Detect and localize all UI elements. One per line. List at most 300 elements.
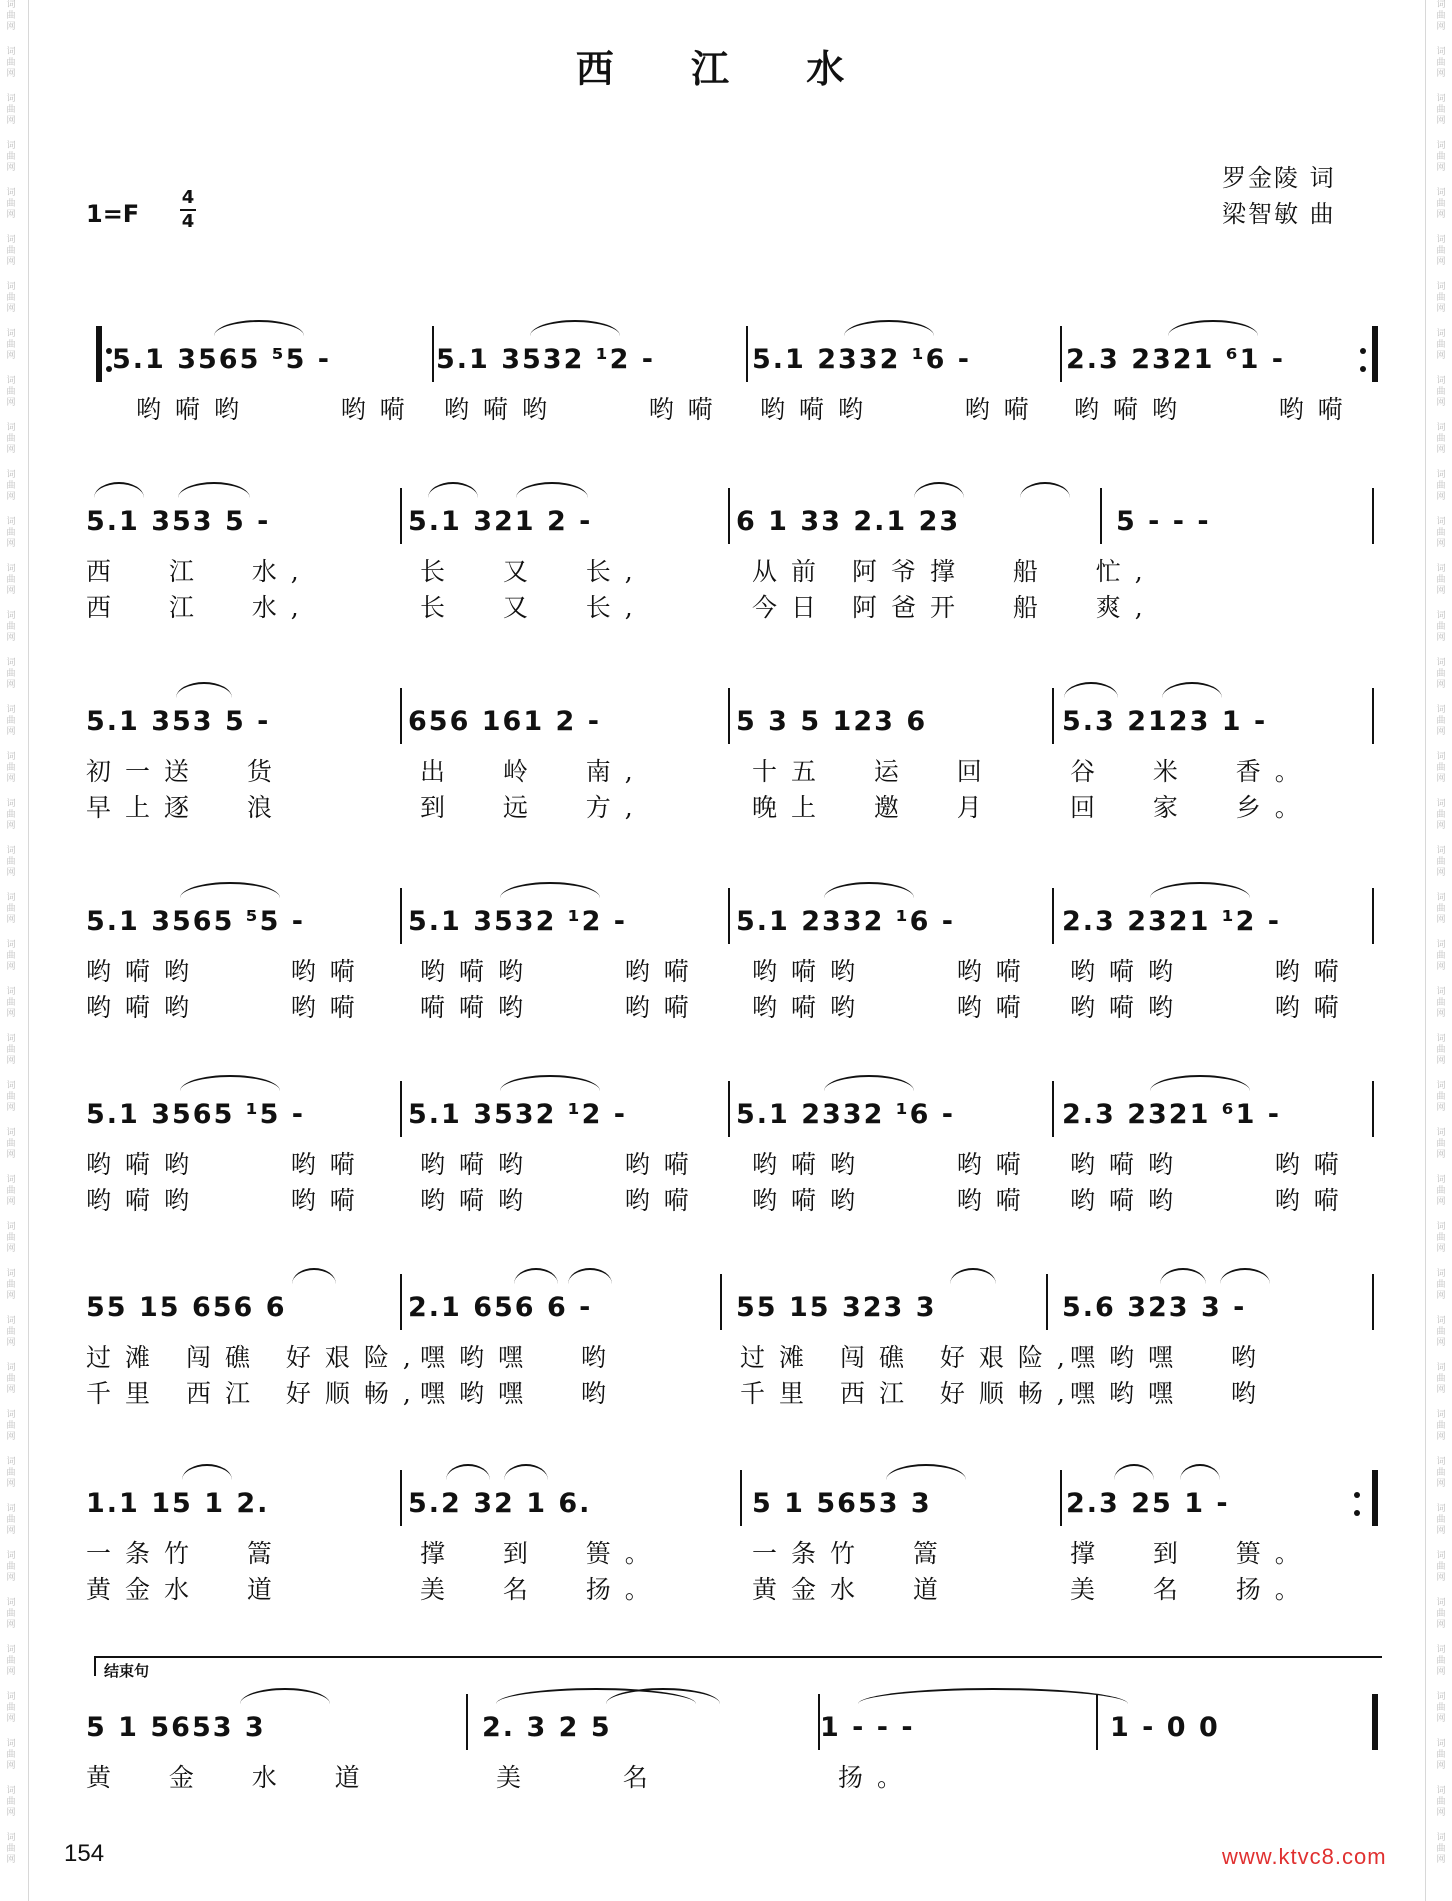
side-mark: 词: [1436, 564, 1446, 574]
barline: [740, 1470, 742, 1526]
side-mark: 词: [1436, 282, 1446, 292]
side-mark: 词: [6, 94, 16, 104]
side-mark: 词: [1436, 47, 1446, 57]
side-mark: 词: [6, 1457, 16, 1467]
side-mark: 曲: [1436, 1562, 1446, 1572]
lyrics-line: [0, 988, 1452, 1022]
side-mark: 网: [1436, 1197, 1446, 1207]
side-mark: 网: [6, 1103, 16, 1113]
side-mark: 曲: [6, 763, 16, 773]
side-mark: 词: [1436, 188, 1446, 198]
side-mark: 曲: [1436, 1374, 1446, 1384]
measure-notes: 2.3 2321 ⁶1 -: [1066, 344, 1285, 375]
side-mark: 网: [6, 1714, 16, 1724]
lyric-segment: 哟嗬哟 哟嗬: [420, 957, 703, 986]
side-mark: 词: [1436, 893, 1446, 903]
lyric-segment: 哟嗬哟 哟嗬: [1070, 1150, 1353, 1179]
side-mark: 曲: [1436, 904, 1446, 914]
barline: [1046, 1274, 1048, 1330]
lyrics-line: [0, 752, 1452, 786]
side-mark: 曲: [1436, 622, 1446, 632]
side-mark: 曲: [1436, 1797, 1446, 1807]
measure-notes: 5 1 5653 3: [752, 1488, 932, 1519]
lyric-segment: 哟嗬哟 哟嗬: [444, 395, 727, 424]
measure-notes: 5 - - -: [1116, 506, 1211, 537]
side-mark: 曲: [6, 293, 16, 303]
side-mark: 网: [1436, 539, 1446, 549]
side-mark: 曲: [1436, 1045, 1446, 1055]
lyric-segment: 西 江 水,: [86, 557, 313, 586]
side-mark: 曲: [1436, 293, 1446, 303]
barline: [1372, 488, 1374, 544]
side-mark: 网: [1436, 1056, 1446, 1066]
lyrics-line: [0, 588, 1452, 622]
side-mark: 曲: [6, 246, 16, 256]
measure-notes: 5 3 5 123 6: [736, 706, 928, 737]
lyric-segment: 哟嗬哟 哟嗬: [136, 395, 419, 424]
side-mark: 曲: [1436, 1844, 1446, 1854]
side-mark: 网: [6, 22, 16, 32]
side-mark: 网: [6, 69, 16, 79]
lyric-segment: 哟嗬哟 哟嗬: [752, 957, 1035, 986]
side-mark: 曲: [1436, 998, 1446, 1008]
side-mark: 网: [1436, 962, 1446, 972]
barline: [1372, 1470, 1378, 1526]
barline: [1052, 688, 1054, 744]
side-mark: 曲: [6, 1703, 16, 1713]
lyric-segment: 哟嗬哟 哟嗬: [752, 1150, 1035, 1179]
side-mark: 网: [1436, 492, 1446, 502]
side-mark: 曲: [6, 1280, 16, 1290]
lyric-segment: 回 家 乡。: [1070, 793, 1314, 822]
measure-notes: 1 - 0 0: [1110, 1712, 1220, 1743]
side-mark: 词: [6, 1786, 16, 1796]
side-mark: 曲: [1436, 1703, 1446, 1713]
barline: [432, 326, 434, 382]
side-mark: 词: [1436, 1316, 1446, 1326]
side-mark: 曲: [6, 1468, 16, 1478]
side-mark: 词: [1436, 1645, 1446, 1655]
side-mark: 词: [1436, 846, 1446, 856]
lyric-segment: 到 远 方,: [420, 793, 647, 822]
side-mark: 词: [6, 1034, 16, 1044]
side-mark: 网: [6, 1244, 16, 1254]
side-mark: 网: [6, 586, 16, 596]
side-mark: 曲: [1436, 763, 1446, 773]
side-mark: 曲: [1436, 1139, 1446, 1149]
side-mark: 词: [6, 141, 16, 151]
notes-line: [0, 340, 1452, 380]
side-mark: 词: [1436, 1222, 1446, 1232]
measure-notes: 6 1 33 2.1 23: [736, 506, 961, 537]
lyric-segment: 今日 阿爸开 船 爽,: [752, 593, 1157, 622]
side-mark: 网: [1436, 727, 1446, 737]
side-mark: 词: [1436, 1551, 1446, 1561]
measure-notes: 1.1 15 1 2.: [86, 1488, 270, 1519]
measure-notes: 2.1 656 6 -: [408, 1292, 593, 1323]
measure-notes: 55 15 656 6: [86, 1292, 287, 1323]
side-mark: 网: [1436, 1620, 1446, 1630]
side-mark: 网: [6, 1620, 16, 1630]
lyric-segment: 千里 西江 好顺畅,: [740, 1379, 1079, 1408]
side-mark: 词: [1436, 423, 1446, 433]
side-mark: 曲: [6, 481, 16, 491]
side-mark: 曲: [6, 716, 16, 726]
lyric-segment: 美 名 扬。: [420, 1575, 664, 1604]
side-mark: 词: [1436, 1175, 1446, 1185]
side-mark: 曲: [6, 1797, 16, 1807]
lyric-segment: 哟嗬哟 哟嗬: [420, 1186, 703, 1215]
side-mark: 网: [6, 1009, 16, 1019]
side-mark: 网: [1436, 1573, 1446, 1583]
side-mark: 词: [1436, 940, 1446, 950]
side-mark: 词: [6, 1645, 16, 1655]
side-mark: 词: [6, 1551, 16, 1561]
side-mark: 词: [1436, 799, 1446, 809]
side-mark: 曲: [6, 434, 16, 444]
lyrics-line: [0, 552, 1452, 586]
side-mark: 曲: [1436, 58, 1446, 68]
lyric-segment: 哟嗬哟 哟嗬: [1070, 993, 1353, 1022]
lyrics-line: [0, 1534, 1452, 1568]
side-mark: 网: [1436, 774, 1446, 784]
side-mark: 词: [6, 282, 16, 292]
side-mark: 网: [6, 445, 16, 455]
side-mark: 网: [1436, 680, 1446, 690]
side-mark: 曲: [6, 1092, 16, 1102]
side-mark: 曲: [6, 904, 16, 914]
side-mark: 网: [6, 915, 16, 925]
measure-notes: 5.1 2332 ¹6 -: [736, 1099, 955, 1130]
side-mark: 网: [1436, 1761, 1446, 1771]
barline: [1372, 688, 1374, 744]
side-mark: 网: [1436, 915, 1446, 925]
barline: [728, 1081, 730, 1137]
lyric-segment: 黄金水 道: [86, 1575, 286, 1604]
barline: [1372, 1694, 1378, 1750]
lyric-segment: 出 岭 南,: [420, 757, 647, 786]
side-mark: 词: [1436, 0, 1446, 10]
side-mark: 词: [6, 611, 16, 621]
side-mark: 词: [1436, 470, 1446, 480]
side-mark: 词: [6, 1269, 16, 1279]
side-mark: 曲: [1436, 481, 1446, 491]
side-mark: 词: [6, 235, 16, 245]
side-mark: 网: [6, 116, 16, 126]
side-mark: 词: [6, 987, 16, 997]
side-mark: 网: [1436, 351, 1446, 361]
barline: [400, 1274, 402, 1330]
barline: [1060, 1470, 1062, 1526]
side-mark: 词: [6, 893, 16, 903]
side-mark: 曲: [6, 58, 16, 68]
side-mark: 曲: [1436, 1092, 1446, 1102]
side-mark: 词: [6, 423, 16, 433]
lyrics-line: [0, 390, 1452, 424]
side-mark: 词: [6, 1128, 16, 1138]
side-mark: 词: [1436, 517, 1446, 527]
lyric-segment: 哟嗬哟 哟嗬: [1070, 1186, 1353, 1215]
side-mark: 词: [6, 705, 16, 715]
side-mark: 网: [6, 1150, 16, 1160]
lyricist-credit: 罗金陵 词: [1222, 164, 1336, 192]
side-mark: 词: [6, 1504, 16, 1514]
side-mark: 网: [1436, 304, 1446, 314]
measure-notes: 1 - - -: [820, 1712, 915, 1743]
barline: [400, 688, 402, 744]
side-mark: 网: [6, 1385, 16, 1395]
side-mark: 词: [6, 47, 16, 57]
side-mark: 网: [6, 1761, 16, 1771]
side-mark: 曲: [1436, 105, 1446, 115]
side-mark: 网: [1436, 210, 1446, 220]
measure-notes: 5.1 321 2 -: [408, 506, 593, 537]
side-mark: 词: [6, 564, 16, 574]
side-mark: 词: [6, 188, 16, 198]
lyric-segment: 黄金水 道: [752, 1575, 952, 1604]
side-mark: 网: [1436, 1667, 1446, 1677]
notes-line: [0, 1095, 1452, 1135]
side-mark: 网: [6, 492, 16, 502]
side-mark: 曲: [1436, 11, 1446, 21]
lyric-segment: 千里 西江 好顺畅,: [86, 1379, 425, 1408]
measure-notes: 2.3 25 1 -: [1066, 1488, 1230, 1519]
side-mark: 网: [1436, 1855, 1446, 1865]
lyric-segment: 一条竹 篙: [86, 1539, 286, 1568]
lyric-segment: 扬。: [838, 1763, 917, 1792]
side-mark: 词: [6, 799, 16, 809]
side-mark: 曲: [6, 810, 16, 820]
lyric-segment: 哟嗬哟 哟嗬: [86, 1186, 369, 1215]
lyric-segment: 从前 阿爷撑 船 忙,: [752, 557, 1157, 586]
side-mark: 网: [6, 1432, 16, 1442]
side-mark: 词: [1436, 1457, 1446, 1467]
side-mark: 词: [1436, 1598, 1446, 1608]
side-mark: 曲: [1436, 434, 1446, 444]
side-mark: 曲: [6, 340, 16, 350]
side-mark: 词: [6, 658, 16, 668]
lyrics-line: [0, 1145, 1452, 1179]
side-mark: 曲: [6, 1233, 16, 1243]
barline: [400, 1081, 402, 1137]
site-watermark: www.ktvc8.com: [1222, 1844, 1387, 1869]
side-mark: 曲: [1436, 1750, 1446, 1760]
side-mark: 词: [1436, 1739, 1446, 1749]
measure-notes: 2.3 2321 ⁶1 -: [1062, 1099, 1281, 1130]
measure-notes: 5.1 3565 ⁵5 -: [112, 344, 331, 375]
side-mark: 网: [6, 680, 16, 690]
side-mark: 曲: [6, 199, 16, 209]
side-mark: 曲: [1436, 1421, 1446, 1431]
page-frame: [28, 0, 1426, 1901]
side-mark: 网: [1436, 1150, 1446, 1160]
side-mark: 词: [6, 1598, 16, 1608]
side-mark: 曲: [1436, 1280, 1446, 1290]
side-mark: 曲: [1436, 810, 1446, 820]
side-mark: 网: [1436, 1338, 1446, 1348]
measure-notes: 5.6 323 3 -: [1062, 1292, 1247, 1323]
measure-notes: 2. 3 2 5: [482, 1712, 612, 1743]
side-mark: 曲: [6, 622, 16, 632]
side-mark: 词: [1436, 1833, 1446, 1843]
repeat-end-dots: [1354, 1490, 1360, 1520]
side-mark: 词: [1436, 1786, 1446, 1796]
side-mark: 网: [6, 351, 16, 361]
side-mark: 网: [1436, 1009, 1446, 1019]
side-mark: 词: [1436, 1081, 1446, 1091]
side-mark: 网: [1436, 633, 1446, 643]
side-mark: 曲: [6, 1045, 16, 1055]
measure-notes: 5.1 3532 ¹2 -: [408, 906, 627, 937]
side-mark: 曲: [6, 1421, 16, 1431]
side-mark: 曲: [6, 11, 16, 21]
side-mark: 曲: [6, 1750, 16, 1760]
side-mark: 曲: [6, 1844, 16, 1854]
lyric-segment: 美 名 扬。: [1070, 1575, 1314, 1604]
side-mark: 词: [6, 1363, 16, 1373]
barline: [1052, 1081, 1054, 1137]
side-mark: 网: [6, 1338, 16, 1348]
side-mark: 曲: [1436, 575, 1446, 585]
side-mark: 网: [1436, 22, 1446, 32]
lyric-segment: 哟嗬哟 哟嗬: [760, 395, 1043, 424]
composer-credit: 梁智敏 曲: [1222, 200, 1336, 228]
side-mark: 曲: [6, 1515, 16, 1525]
measure-notes: 5.1 2332 ¹6 -: [736, 906, 955, 937]
barline: [728, 888, 730, 944]
notes-line: [0, 1288, 1452, 1328]
side-mark: 曲: [6, 857, 16, 867]
side-mark: 词: [1436, 235, 1446, 245]
lyric-segment: 哟嗬哟 哟嗬: [752, 1186, 1035, 1215]
lyrics-line: [0, 1338, 1452, 1372]
lyric-segment: 撑 到 篑。: [420, 1539, 664, 1568]
side-mark: 词: [6, 376, 16, 386]
side-mark: 网: [1436, 1432, 1446, 1442]
notes-line: [0, 702, 1452, 742]
side-mark: 网: [6, 1667, 16, 1677]
lyric-segment: 美 名: [496, 1763, 662, 1792]
side-mark: 网: [1436, 398, 1446, 408]
side-mark: 曲: [6, 1656, 16, 1666]
lyric-segment: 哟嗬哟 哟嗬: [86, 1150, 369, 1179]
side-mark: 词: [6, 1222, 16, 1232]
side-mark: 词: [6, 1410, 16, 1420]
time-signature: [180, 188, 196, 232]
lyric-segment: 嗬嗬哟 哟嗬: [420, 993, 703, 1022]
side-mark: 网: [1436, 1479, 1446, 1489]
notes-line: [0, 1484, 1452, 1524]
right-margin-watermark: [1430, 0, 1452, 1901]
side-mark: 词: [6, 1739, 16, 1749]
side-mark: 词: [1436, 1504, 1446, 1514]
side-mark: 曲: [1436, 1515, 1446, 1525]
side-mark: 网: [1436, 1291, 1446, 1301]
side-mark: 曲: [6, 669, 16, 679]
side-mark: 词: [1436, 1363, 1446, 1373]
side-mark: 词: [1436, 658, 1446, 668]
side-mark: 词: [6, 940, 16, 950]
side-mark: 曲: [1436, 1186, 1446, 1196]
side-mark: 网: [6, 398, 16, 408]
lyric-segment: 早上逐 浪: [86, 793, 286, 822]
page-number: 154: [64, 1840, 105, 1867]
side-mark: 网: [1436, 116, 1446, 126]
side-mark: 曲: [1436, 1233, 1446, 1243]
side-mark: 曲: [6, 1186, 16, 1196]
side-mark: 曲: [1436, 1609, 1446, 1619]
side-mark: 曲: [6, 1562, 16, 1572]
side-mark: 词: [6, 752, 16, 762]
side-mark: 网: [6, 727, 16, 737]
side-mark: 网: [1436, 868, 1446, 878]
side-mark: 网: [6, 633, 16, 643]
key-signature: 1=F: [86, 200, 140, 228]
barline: [746, 326, 748, 382]
side-mark: 词: [6, 1316, 16, 1326]
side-mark: 词: [1436, 611, 1446, 621]
side-mark: 网: [6, 1573, 16, 1583]
repeat-end-dots: [1360, 346, 1366, 376]
measure-notes: 55 15 323 3: [736, 1292, 937, 1323]
side-mark: 曲: [1436, 1327, 1446, 1337]
side-mark: 曲: [1436, 1468, 1446, 1478]
side-mark: 曲: [1436, 716, 1446, 726]
side-mark: 网: [6, 1197, 16, 1207]
side-mark: 网: [6, 868, 16, 878]
lyric-segment: 谷 米 香。: [1070, 757, 1314, 786]
side-mark: 网: [6, 774, 16, 784]
side-mark: 网: [1436, 1103, 1446, 1113]
side-mark: 曲: [6, 1327, 16, 1337]
lyric-segment: 过滩 闯礁 好艰险,: [740, 1343, 1079, 1372]
side-mark: 曲: [1436, 669, 1446, 679]
side-mark: 词: [1436, 705, 1446, 715]
notes-line: [0, 1708, 1452, 1748]
side-mark: 词: [6, 1692, 16, 1702]
notes-line: [0, 902, 1452, 942]
lyric-segment: 哟嗬哟 哟嗬: [420, 1150, 703, 1179]
measure-notes: 5.1 353 5 -: [86, 706, 271, 737]
side-mark: 曲: [6, 998, 16, 1008]
lyrics-line: [0, 952, 1452, 986]
lyric-segment: 哟嗬哟 哟嗬: [86, 993, 369, 1022]
side-mark: 网: [1436, 821, 1446, 831]
side-mark: 曲: [6, 1609, 16, 1619]
lyric-segment: 过滩 闯礁 好艰险,: [86, 1343, 425, 1372]
side-mark: 曲: [1436, 152, 1446, 162]
side-mark: 网: [1436, 163, 1446, 173]
lyric-segment: 西 江 水,: [86, 593, 313, 622]
side-mark: 网: [6, 257, 16, 267]
side-mark: 网: [6, 1479, 16, 1489]
side-mark: 网: [1436, 257, 1446, 267]
side-mark: 词: [6, 470, 16, 480]
side-mark: 网: [1436, 1526, 1446, 1536]
side-mark: 曲: [1436, 246, 1446, 256]
side-mark: 网: [1436, 1808, 1446, 1818]
lyric-segment: 嘿哟嘿 哟: [420, 1379, 620, 1408]
lyric-segment: 哟嗬哟 哟嗬: [752, 993, 1035, 1022]
coda-label: 结束句: [104, 1662, 150, 1680]
side-mark: 网: [6, 304, 16, 314]
side-mark: 曲: [6, 387, 16, 397]
barline: [728, 688, 730, 744]
side-mark: 曲: [1436, 1656, 1446, 1666]
side-mark: 词: [6, 517, 16, 527]
side-mark: 网: [1436, 1244, 1446, 1254]
side-mark: 曲: [6, 1374, 16, 1384]
